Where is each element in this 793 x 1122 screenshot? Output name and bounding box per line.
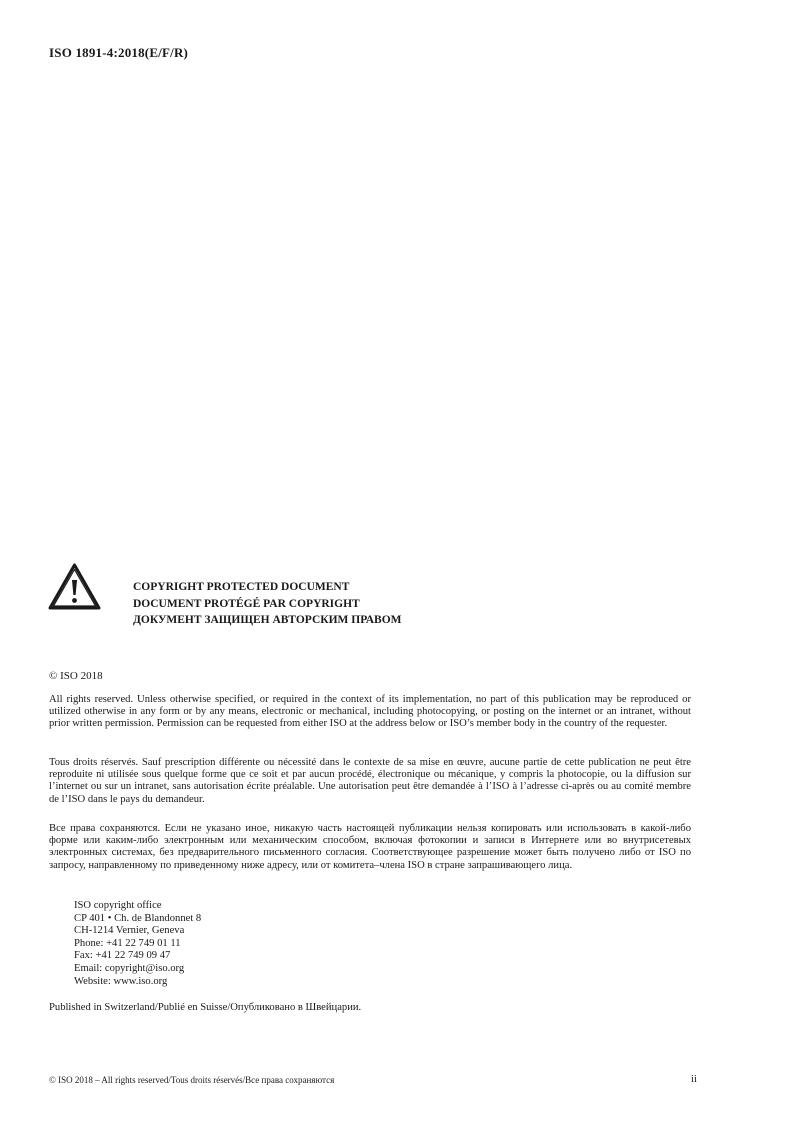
- rights-paragraph-fr: Tous droits réservés. Sauf prescription différente ou nécessité dans le contexte de sa mise en œuvre, aucune partie de cette publication ne peut être reproduite ni utilisée sous quelque forme que ce soit et par aucun procédé, électronique ou mécanique, y compris la photocopie, ou la diffusion sur l’internet ou sur un intranet, sans autorisation écrite préalable. Une autorisation peut être demandée à l’ISO à l’adresse ci-après ou au comité membre de l’ISO dans le pays du demandeur.: [49, 757, 691, 805]
- address-phone: Phone: +41 22 749 01 11: [74, 937, 181, 949]
- copyright-year: © ISO 2018: [49, 670, 103, 682]
- published-line: Published in Switzerland/Publié en Suisse/Опубликовано в Швейцарии.: [49, 1002, 362, 1013]
- address-website: Website: www.iso.org: [74, 975, 168, 987]
- address-office: ISO copyright office: [74, 900, 162, 911]
- page-number: ii: [690, 1073, 697, 1085]
- address-city: CH-1214 Vernier, Geneva: [74, 925, 185, 937]
- address-street: CP 401 • Ch. de Blandonnet 8: [74, 912, 202, 924]
- rights-paragraph-en: All rights reserved. Unless otherwise specified, or required in the context of its implementation, no part of this publication may be reproduced or utilized otherwise in any form or by any means, electronic or mechanical, including photocopying, or posting on the internet or an intranet, without prior written permission. Permission can be requested from either ISO at the address below or ISO’s member body in the country of the requester.: [49, 694, 691, 730]
- copyright-warning: [47, 562, 747, 632]
- warning-triangle-icon: [47, 562, 102, 612]
- rights-paragraph-ru: Все права сохраняются. Если не указано иное, никакую часть настоящей публикации нельзя копировать или использовать в какой-либо форме или каким-либо электронным или механическим способом, включая фотокопии и записи в Интернете или во внутрисетевых электронных системах, без предварительного письменного согласия. Соответствующее разрешение может быть получено либо от ISO по запросу, направленному по приведенному ниже адресу, или от комитета–члена ISO в стране запрашивающего лица.: [49, 823, 691, 871]
- address-email: Email: copyright@iso.org: [74, 962, 185, 974]
- footer-copyright: © ISO 2018 – All rights reserved/Tous droits réservés/Все права сохраняются: [49, 1075, 335, 1085]
- warning-line-en: COPYRIGHT PROTECTED DOCUMENT: [133, 581, 350, 593]
- warning-line-fr: DOCUMENT PROTÉGÉ PAR COPYRIGHT: [133, 597, 360, 610]
- warning-text: [133, 579, 402, 629]
- standard-code: ISO 1891-4:2018(E/F/R): [49, 45, 189, 60]
- iso-address: [74, 900, 201, 988]
- address-fax: Fax: +41 22 749 09 47: [74, 950, 171, 962]
- warning-line-ru: ДОКУМЕНТ ЗАЩИЩЕН АВТОРСКИМ ПРАВОМ: [133, 614, 402, 626]
